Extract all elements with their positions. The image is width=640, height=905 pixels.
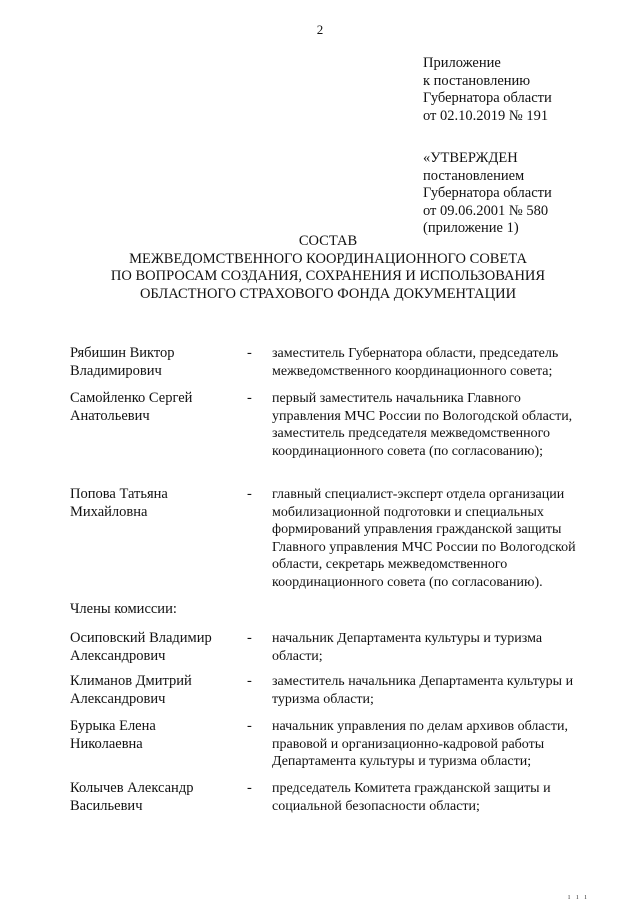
role-line: заместитель председателя межведомственного [272,426,550,441]
appendix-line: Приложение [423,55,501,71]
approved-line: (приложение 1) [423,220,519,236]
role-line: Департамента культуры и туризма области; [272,754,532,769]
page-number: 2 [316,22,324,37]
title-line: МЕЖВЕДОМСТВЕННОГО КООРДИНАЦИОННОГО СОВЕТА [129,250,527,267]
person-role [272,673,617,708]
dash-separator: - [247,390,252,406]
person-name [70,486,240,521]
name-line: Александрович [70,647,166,664]
appendix-line: к постановлению [423,72,531,89]
name-line: Николаевна [70,735,143,752]
approved-block [423,150,552,238]
role-line: правовой и организационно-кадровой работы [272,736,545,752]
dash-separator: - [247,780,252,796]
role-line: председатель Комитета гражданской защиты и [272,781,551,796]
role-line: координационного совета (по согласованию). [272,574,543,590]
approved-line: «УТВЕРЖДЕН [423,150,518,166]
name-line: Анатольевич [70,407,150,424]
title-line: СОСТАВ [298,233,358,249]
approved-line: Губернатора области [423,185,552,201]
role-line: социальной безопасности области; [272,798,480,814]
appendix-line: Губернатора области [423,90,552,106]
role-line: координационного совета (по согласованию); [272,443,543,459]
role-line: области; [272,648,323,664]
role-line: заместитель Губернатора области, председатель [272,346,559,361]
name-line: Михайловна [70,503,148,520]
name-line: Александрович [70,690,166,707]
name-line: Васильевич [70,797,143,814]
person-role [272,780,617,815]
person-role [272,390,617,460]
person-name [70,390,240,425]
role-line: туризма области; [272,691,374,707]
name-line: Владимирович [70,362,162,379]
dash-separator: - [247,718,252,734]
role-line: Главного управления МЧС России по Вологодской [272,539,576,555]
scan-mark: ı ı ı [568,892,589,901]
role-line: области, секретарь межведомственного [272,557,508,572]
person-name [70,673,240,708]
person-role [272,486,617,591]
role-line: заместитель начальника Департамента культуры и [272,674,574,689]
person-name [70,345,240,380]
person-name [70,780,240,815]
person-name [70,630,240,665]
name-line: Осиповский Владимир [70,630,212,646]
dash-separator: - [247,673,252,689]
role-line: главный специалист-эксперт отдела организации [272,487,565,502]
dash-separator: - [247,486,252,502]
appendix-line: от 02.10.2019 № 191 [423,107,549,124]
role-line: управления МЧС России по Вологодской области, [272,408,573,424]
role-line: первый заместитель начальника Главного [272,391,521,406]
role-line: межведомственного координационного совета; [272,363,553,379]
role-line: начальник Департамента культуры и туризма [272,631,543,646]
name-line: Климанов Дмитрий [70,673,192,689]
approved-line: от 09.06.2001 № 580 [423,202,549,219]
role-line: формирований управления гражданской защиты [272,522,562,537]
role-line: начальник управления по делам архивов области, [272,719,568,734]
role-line: мобилизационной подготовки и специальных [272,504,544,520]
document-title [0,233,640,303]
title-line: ОБЛАСТНОГО СТРАХОВОГО ФОНДА ДОКУМЕНТАЦИИ [139,285,517,302]
person-name [70,718,240,753]
name-line: Самойленко Сергей [70,390,193,406]
name-line: Попова Татьяна [70,486,168,502]
name-line: Колычев Александр [70,780,194,796]
name-line: Бурыка Елена [70,718,156,734]
dash-separator: - [247,630,252,646]
approved-line: постановлением [423,167,525,184]
person-role [272,630,617,665]
name-line: Рябишин Виктор [70,345,175,361]
person-role [272,345,617,380]
person-role [272,718,617,771]
dash-separator: - [247,345,252,361]
appendix-block [423,55,552,125]
members-heading: Члены комиссии: [70,601,177,617]
title-line: ПО ВОПРОСАМ СОЗДАНИЯ, СОХРАНЕНИЯ И ИСПОЛЬЗОВАНИЯ [110,268,546,284]
